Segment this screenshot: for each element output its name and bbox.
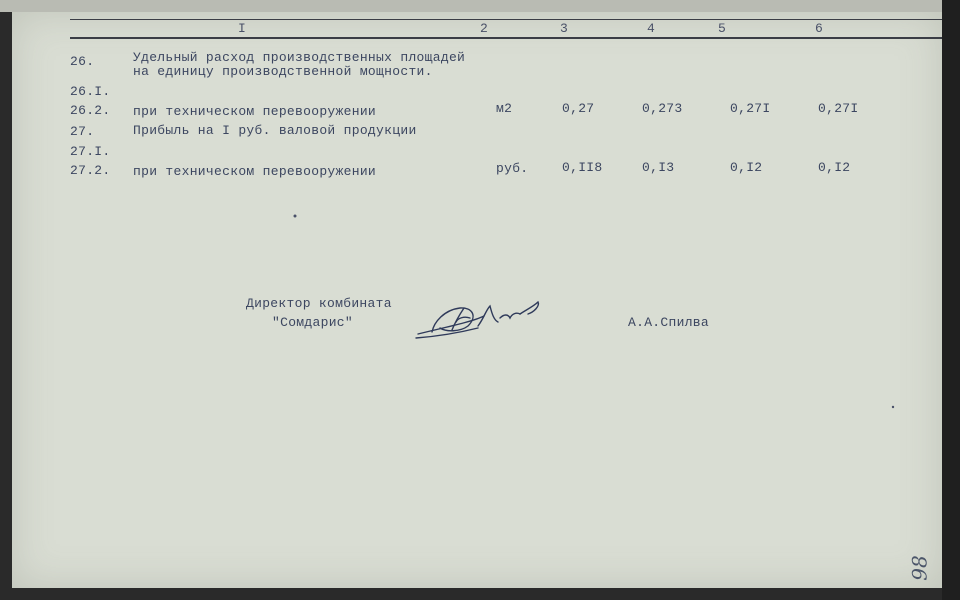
row-number: 26.I. [70,84,111,99]
col-header-2: 2 [480,21,489,36]
row-description: на единицу производственной мощности. [133,64,433,79]
row-unit: м2 [496,101,513,116]
col-header-3: 3 [560,21,569,36]
header-rule-top [70,19,942,20]
row-value-col4: 0,I3 [642,160,675,175]
col-header-1: I [238,21,247,36]
row-value-col5: 0,27I [730,101,771,116]
row-unit: руб. [496,161,529,176]
row-value-col3: 0,27 [562,101,595,116]
row-description: при техническом перевооружении [133,104,377,119]
row-number: 27.2. [70,163,111,178]
signatory-name: А.А.Спилва [628,315,710,330]
row-description: Прибыль на I руб. валовой продукции [133,123,417,138]
handwritten-signature [412,292,552,342]
signatory-organization: "Сомдарис" [272,315,354,330]
row-description: Удельный расход производственных площадей [133,50,466,65]
col-header-4: 4 [647,21,656,36]
header-rule-bottom [70,37,942,39]
row-value-col6: 0,27I [818,101,859,116]
row-number: 26.2. [70,103,111,118]
row-value-col3: 0,II8 [562,160,603,175]
row-description: при техническом перевооружении [133,164,377,179]
row-value-col5: 0,I2 [730,160,763,175]
row-number: 26. [70,54,95,69]
row-number: 27. [70,124,95,139]
row-value-col6: 0,I2 [818,160,851,175]
row-number: 27.I. [70,144,111,159]
top-strip [0,0,960,12]
page-number: 98 [907,555,932,581]
col-header-5: 5 [718,21,727,36]
col-header-6: 6 [815,21,824,36]
stray-dot [292,213,298,219]
row-value-col4: 0,273 [642,101,683,116]
page-edge [942,0,960,600]
signatory-title: Директор комбината [246,296,392,311]
stray-dot [890,404,896,410]
